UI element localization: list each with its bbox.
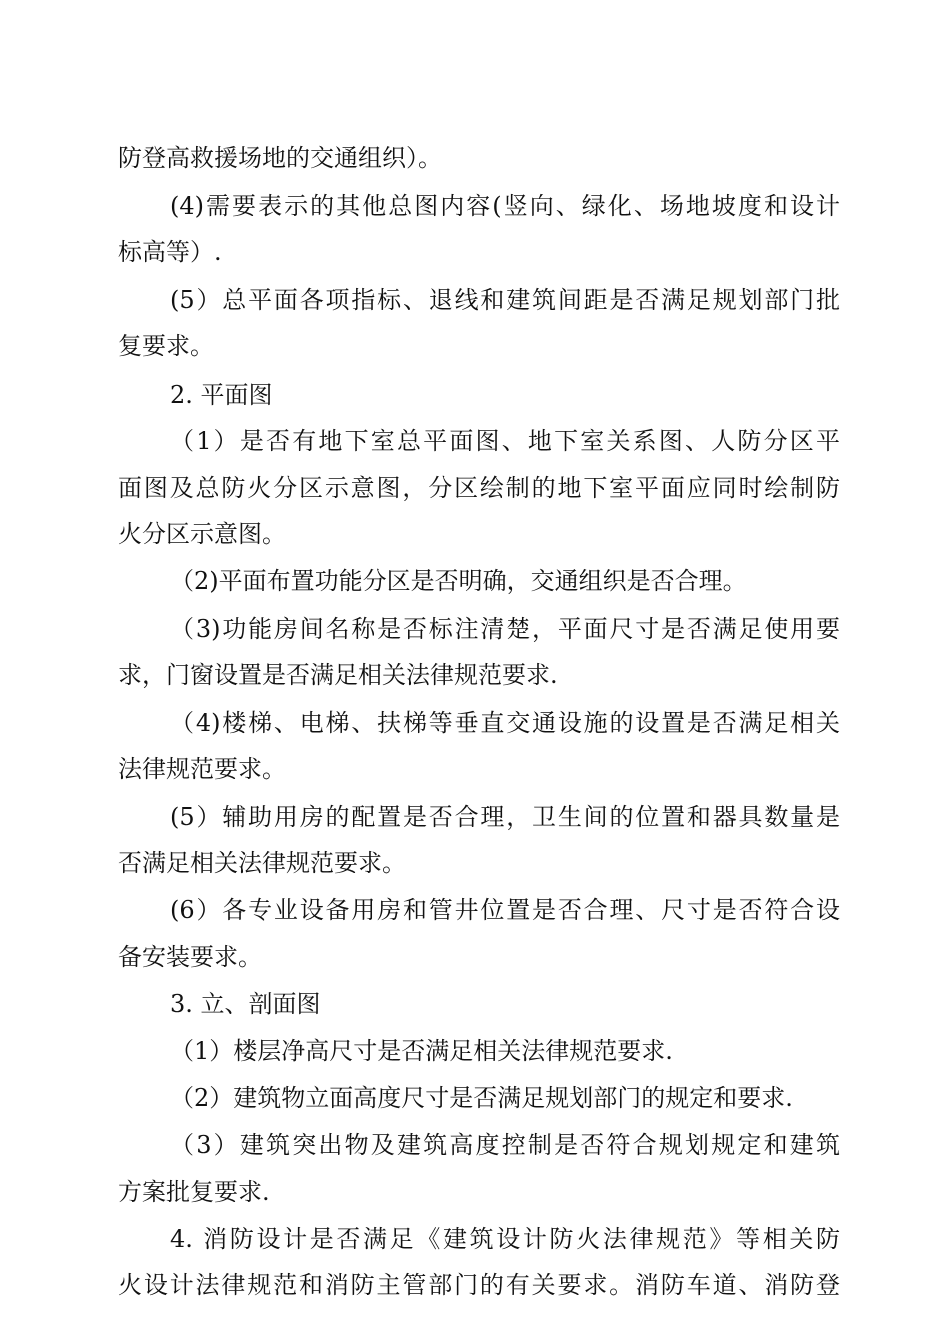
text-line: (4)需要表示的其他总图内容(竖向、绿化、场地坡度和设计 — [170, 192, 840, 220]
text-line: 求，门窗设置是否满足相关法律规范要求. — [118, 661, 558, 689]
text-line: 火设计法律规范和消防主管部门的有关要求。消防车道、消防登 — [118, 1271, 840, 1299]
text-line: 方案批复要求. — [118, 1178, 270, 1206]
text-line: 复要求。 — [118, 332, 214, 360]
text-line: （1）是否有地下室总平面图、地下室关系图、人防分区平 — [170, 427, 840, 455]
text-line: 法律规范要求。 — [118, 755, 286, 783]
text-line: 面图及总防火分区示意图，分区绘制的地下室平面应同时绘制防 — [118, 474, 840, 502]
text-line: （3）建筑突出物及建筑高度控制是否符合规划规定和建筑 — [170, 1131, 840, 1159]
text-line: （1）楼层净高尺寸是否满足相关法律规范要求. — [170, 1037, 673, 1065]
text-line: 4. 消防设计是否满足《建筑设计防火法律规范》等相关防 — [170, 1225, 840, 1253]
text-line: (6）各专业设备用房和管井位置是否合理、尺寸是否符合设 — [170, 896, 840, 924]
section-heading: 2. 平面图 — [170, 381, 273, 409]
text-line: (5）辅助用房的配置是否合理，卫生间的位置和器具数量是 — [170, 803, 840, 831]
text-line: 备安装要求。 — [118, 943, 262, 971]
text-line: 防登高救援场地的交通组织）。 — [118, 144, 442, 172]
section-heading: 3. 立、剖面图 — [170, 990, 321, 1018]
text-line: 标高等）. — [118, 238, 222, 266]
text-line: （3)功能房间名称是否标注清楚，平面尺寸是否满足使用要 — [170, 615, 840, 643]
text-line: 否满足相关法律规范要求。 — [118, 849, 406, 877]
text-line: （2)平面布置功能分区是否明确，交通组织是否合理。 — [170, 567, 747, 595]
text-line: （2）建筑物立面高度尺寸是否满足规划部门的规定和要求. — [170, 1084, 793, 1112]
text-line: 火分区示意图。 — [118, 520, 286, 548]
text-line: (5）总平面各项指标、退线和建筑间距是否满足规划部门批 — [170, 286, 840, 314]
text-line: （4)楼梯、电梯、扶梯等垂直交通设施的设置是否满足相关 — [170, 709, 840, 737]
